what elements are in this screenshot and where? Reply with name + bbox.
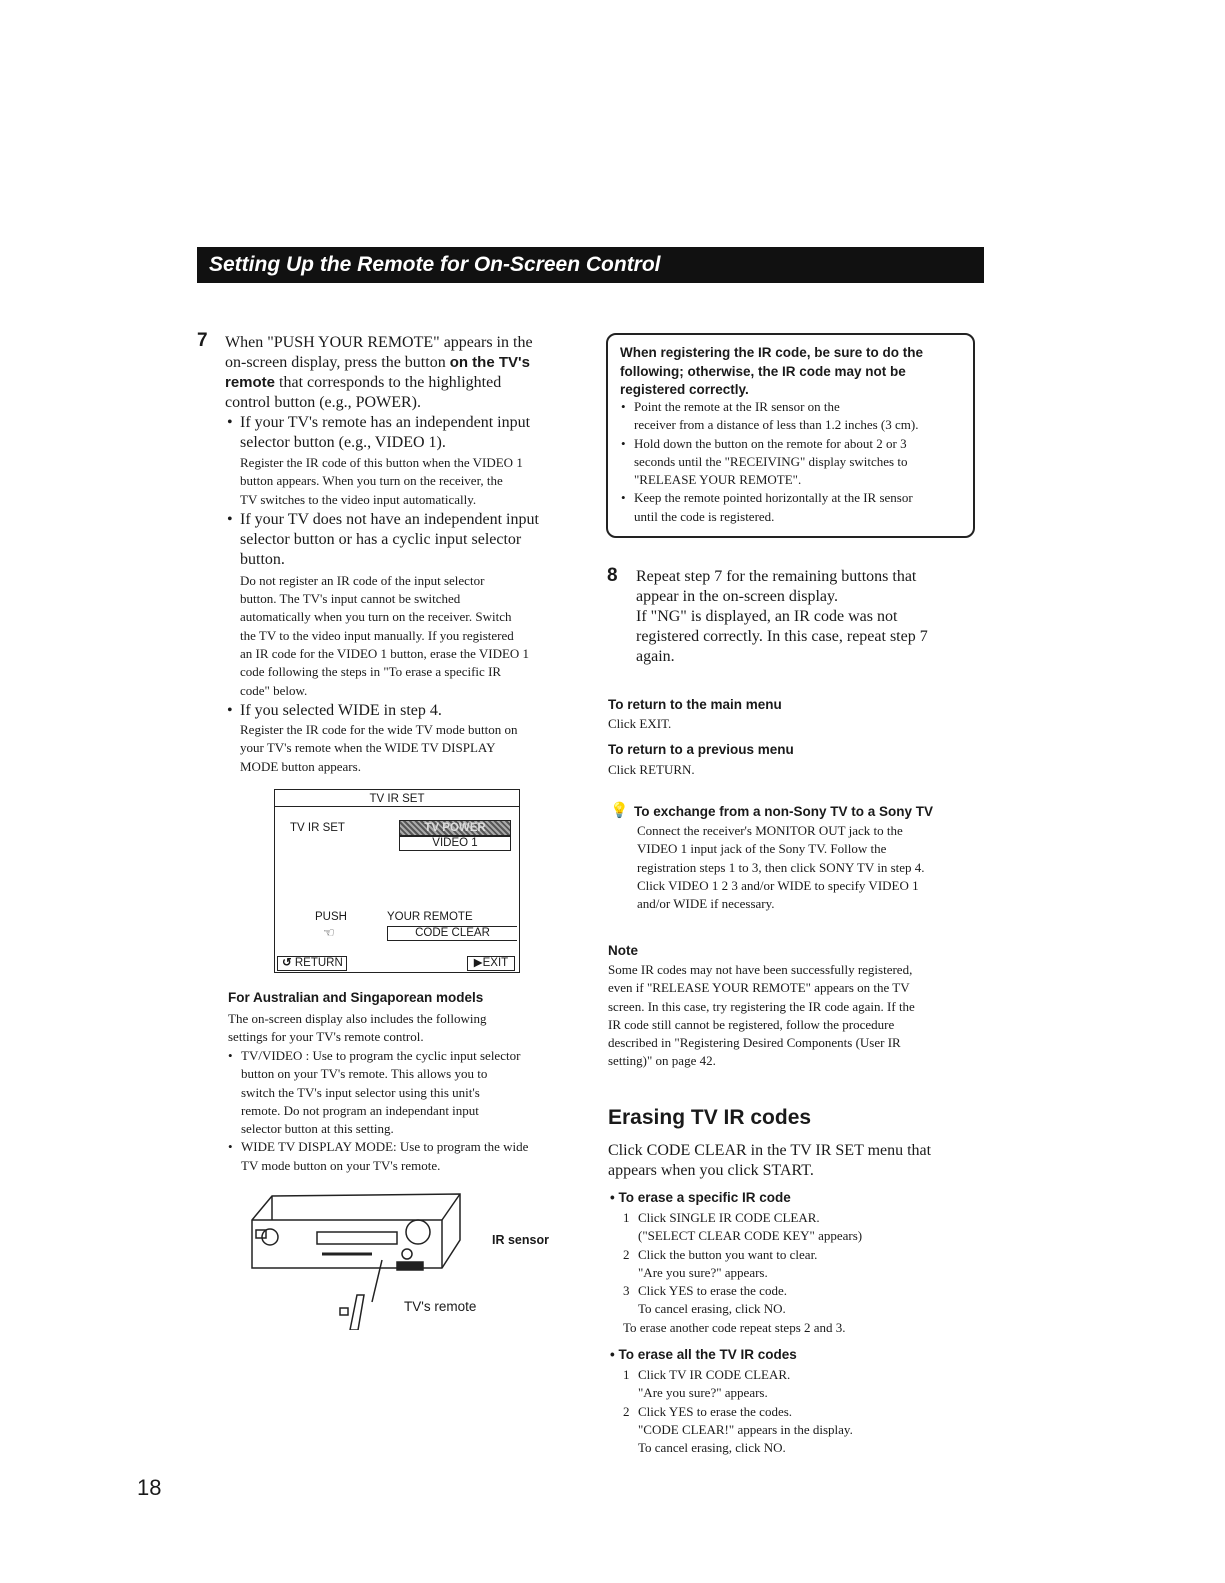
erasing-heading: Erasing TV IR codes: [608, 1106, 812, 1129]
bullet-note-no-independent: Do not register an IR code of the input selector button. The TV's input cannot be switched automatically when you turn on the receiver. Switch the TV to the video input manually. If you registered an IR code for the VIDEO 1 button, erase the VIDEO 1 code following the steps in "To erase a specific IR code" below.: [240, 572, 530, 698]
step-7-bullets: [240, 413, 590, 776]
note-text: Some IR codes may not have been successfully registered, even if "RELEASE YOUR REMOTE" appears on the TV screen. In this case, try registering the IR code again. If the IR code still cannot be registered, follow the procedure described in "Registering Desired Components (User IR setting)" on page 42.: [608, 962, 915, 1069]
bullet-tv-video: • TV/VIDEO : Use to program the cyclic input selector button on your TV's remote. This allows you to switch the TV's input selector using this unit's remote. Do not program an independant input selector button at this setting.: [241, 1047, 581, 1138]
return-button[interactable]: ↺ RETURN: [277, 956, 347, 971]
list-item: "Are you sure?" appears.: [638, 1264, 768, 1280]
tv-remote-label: TV's remote: [404, 1299, 477, 1314]
return-main-text: Click EXIT.: [608, 716, 672, 731]
note-heading: Note: [608, 943, 638, 958]
list-item: "CODE CLEAR!" appears in the display.: [638, 1421, 853, 1437]
erase-all-steps: [623, 1366, 973, 1457]
bullet-note-independent: Register the IR code of this button when the VIDEO 1 button appears. When you turn on the receiver, the TV switches to the video input automatically.: [240, 455, 523, 507]
your-remote-label: YOUR REMOTE: [387, 911, 473, 923]
step-7-line: control button (e.g., POWER).: [225, 394, 421, 411]
erase-specific-after: To erase another code repeat steps 2 and 3.: [623, 1319, 846, 1335]
return-previous-text: Click RETURN.: [608, 762, 695, 777]
bullet-no-independent-input: • If your TV does not have an independent input selector button or has a cyclic input selector button.: [240, 510, 590, 570]
australian-bullets: [241, 1047, 581, 1175]
australian-intro: The on-screen display also includes the following settings for your TV's remote control.: [228, 1011, 487, 1045]
video-1-button[interactable]: VIDEO 1: [399, 836, 511, 851]
tip-keep-pointed: • Keep the remote pointed horizontally at the IR sensor until the code is registered.: [634, 489, 969, 526]
erase-specific-steps: [623, 1209, 973, 1337]
list-item: 1 Click TV IR CODE CLEAR.: [623, 1367, 791, 1382]
screen-label: TV IR SET: [290, 822, 345, 834]
list-item: 2 Click YES to erase the codes.: [623, 1403, 793, 1419]
list-item: 3 Click YES to erase the code.: [623, 1283, 787, 1299]
erase-all-heading: • To erase all the TV IR codes: [610, 1347, 797, 1362]
return-icon: ↺: [282, 957, 292, 969]
erase-specific-heading: • To erase a specific IR code: [610, 1190, 791, 1205]
return-previous-heading: To return to a previous menu: [608, 742, 794, 757]
tip-point-remote: • Point the remote at the IR sensor on the receiver from a distance of less than 1.2 inches (3 cm).: [634, 398, 969, 435]
list-item: ("SELECT CLEAR CODE KEY" appears): [638, 1228, 863, 1244]
exit-button[interactable]: ▶EXIT: [467, 956, 515, 971]
exit-icon: ▶: [473, 957, 483, 969]
code-clear-button[interactable]: CODE CLEAR: [387, 926, 517, 941]
screen-title: TV IR SET: [275, 792, 519, 807]
step-7-number: 7: [197, 330, 208, 351]
page-number: 18: [137, 1475, 162, 1500]
step-7-line: on-screen display, press the button on the TV's: [225, 354, 530, 371]
bullet-wide: • If you selected WIDE in step 4.: [240, 701, 590, 721]
tips-heading: When registering the IR code, be sure to do the following; otherwise, the IR code may not be registered correctly.: [620, 345, 924, 397]
list-item: 2 Click the button you want to clear.: [623, 1246, 818, 1262]
bullet-independent-input: • If your TV's remote has an independent input selector button (e.g., VIDEO 1).: [240, 413, 590, 453]
hand-icon: ☜: [323, 925, 335, 940]
step-7-text: [225, 333, 585, 413]
return-main-heading: To return to the main menu: [608, 697, 782, 712]
bullet-note-wide: Register the IR code for the wide TV mode button on your TV's remote when the WIDE TV DISPLAY MODE button appears.: [240, 721, 518, 774]
australian-heading: For Australian and Singaporean models: [228, 990, 484, 1005]
lightbulb-icon: 💡: [610, 803, 629, 819]
tip-hold-button: • Hold down the button on the remote for about 2 or 3 seconds until the "RECEIVING" display switches to "RELEASE YOUR REMOTE".: [634, 435, 969, 490]
bullet-wide-tv-display: • WIDE TV DISPLAY MODE: Use to program the wide TV mode button on your TV's remote.: [241, 1138, 581, 1175]
step-7-line: When "PUSH YOUR REMOTE" appears in the: [225, 334, 533, 351]
exchange-tip-heading: To exchange from a non-Sony TV to a Sony TV: [634, 804, 934, 819]
list-item: To cancel erasing, click NO.: [638, 1440, 786, 1456]
section-title: Setting Up the Remote for On-Screen Control: [197, 247, 984, 283]
list-item: To cancel erasing, click NO.: [638, 1301, 786, 1317]
push-label: PUSH: [315, 911, 347, 923]
tv-power-button[interactable]: TV POWER: [399, 820, 511, 836]
exchange-tip-text: Connect the receiver's MONITOR OUT jack to the VIDEO 1 input jack of the Sony TV. Follow the registration steps 1 to 3, then click SONY TV in step 4. Click VIDEO 1 2 3 and/or WIDE to specify VIDEO 1 and/or WIDE if necessary.: [637, 823, 925, 912]
ir-sensor-label: IR sensor: [492, 1233, 549, 1247]
step-8-text: Repeat step 7 for the remaining buttons that appear in the on-screen display. If "NG" is displayed, an IR code was not registered correctly. In this case, repeat step 7 again.: [636, 568, 928, 665]
list-item: 1 Click SINGLE IR CODE CLEAR.: [623, 1210, 820, 1225]
list-item: "Are you sure?" appears.: [638, 1385, 768, 1401]
step-7-line: remote that corresponds to the highlighted: [225, 374, 502, 391]
tv-ir-set-screen: [274, 789, 520, 973]
step-8-number: 8: [607, 565, 618, 586]
erasing-intro: Click CODE CLEAR in the TV IR SET menu that appears when you click START.: [608, 1142, 932, 1179]
tips-bullets: [634, 398, 969, 526]
